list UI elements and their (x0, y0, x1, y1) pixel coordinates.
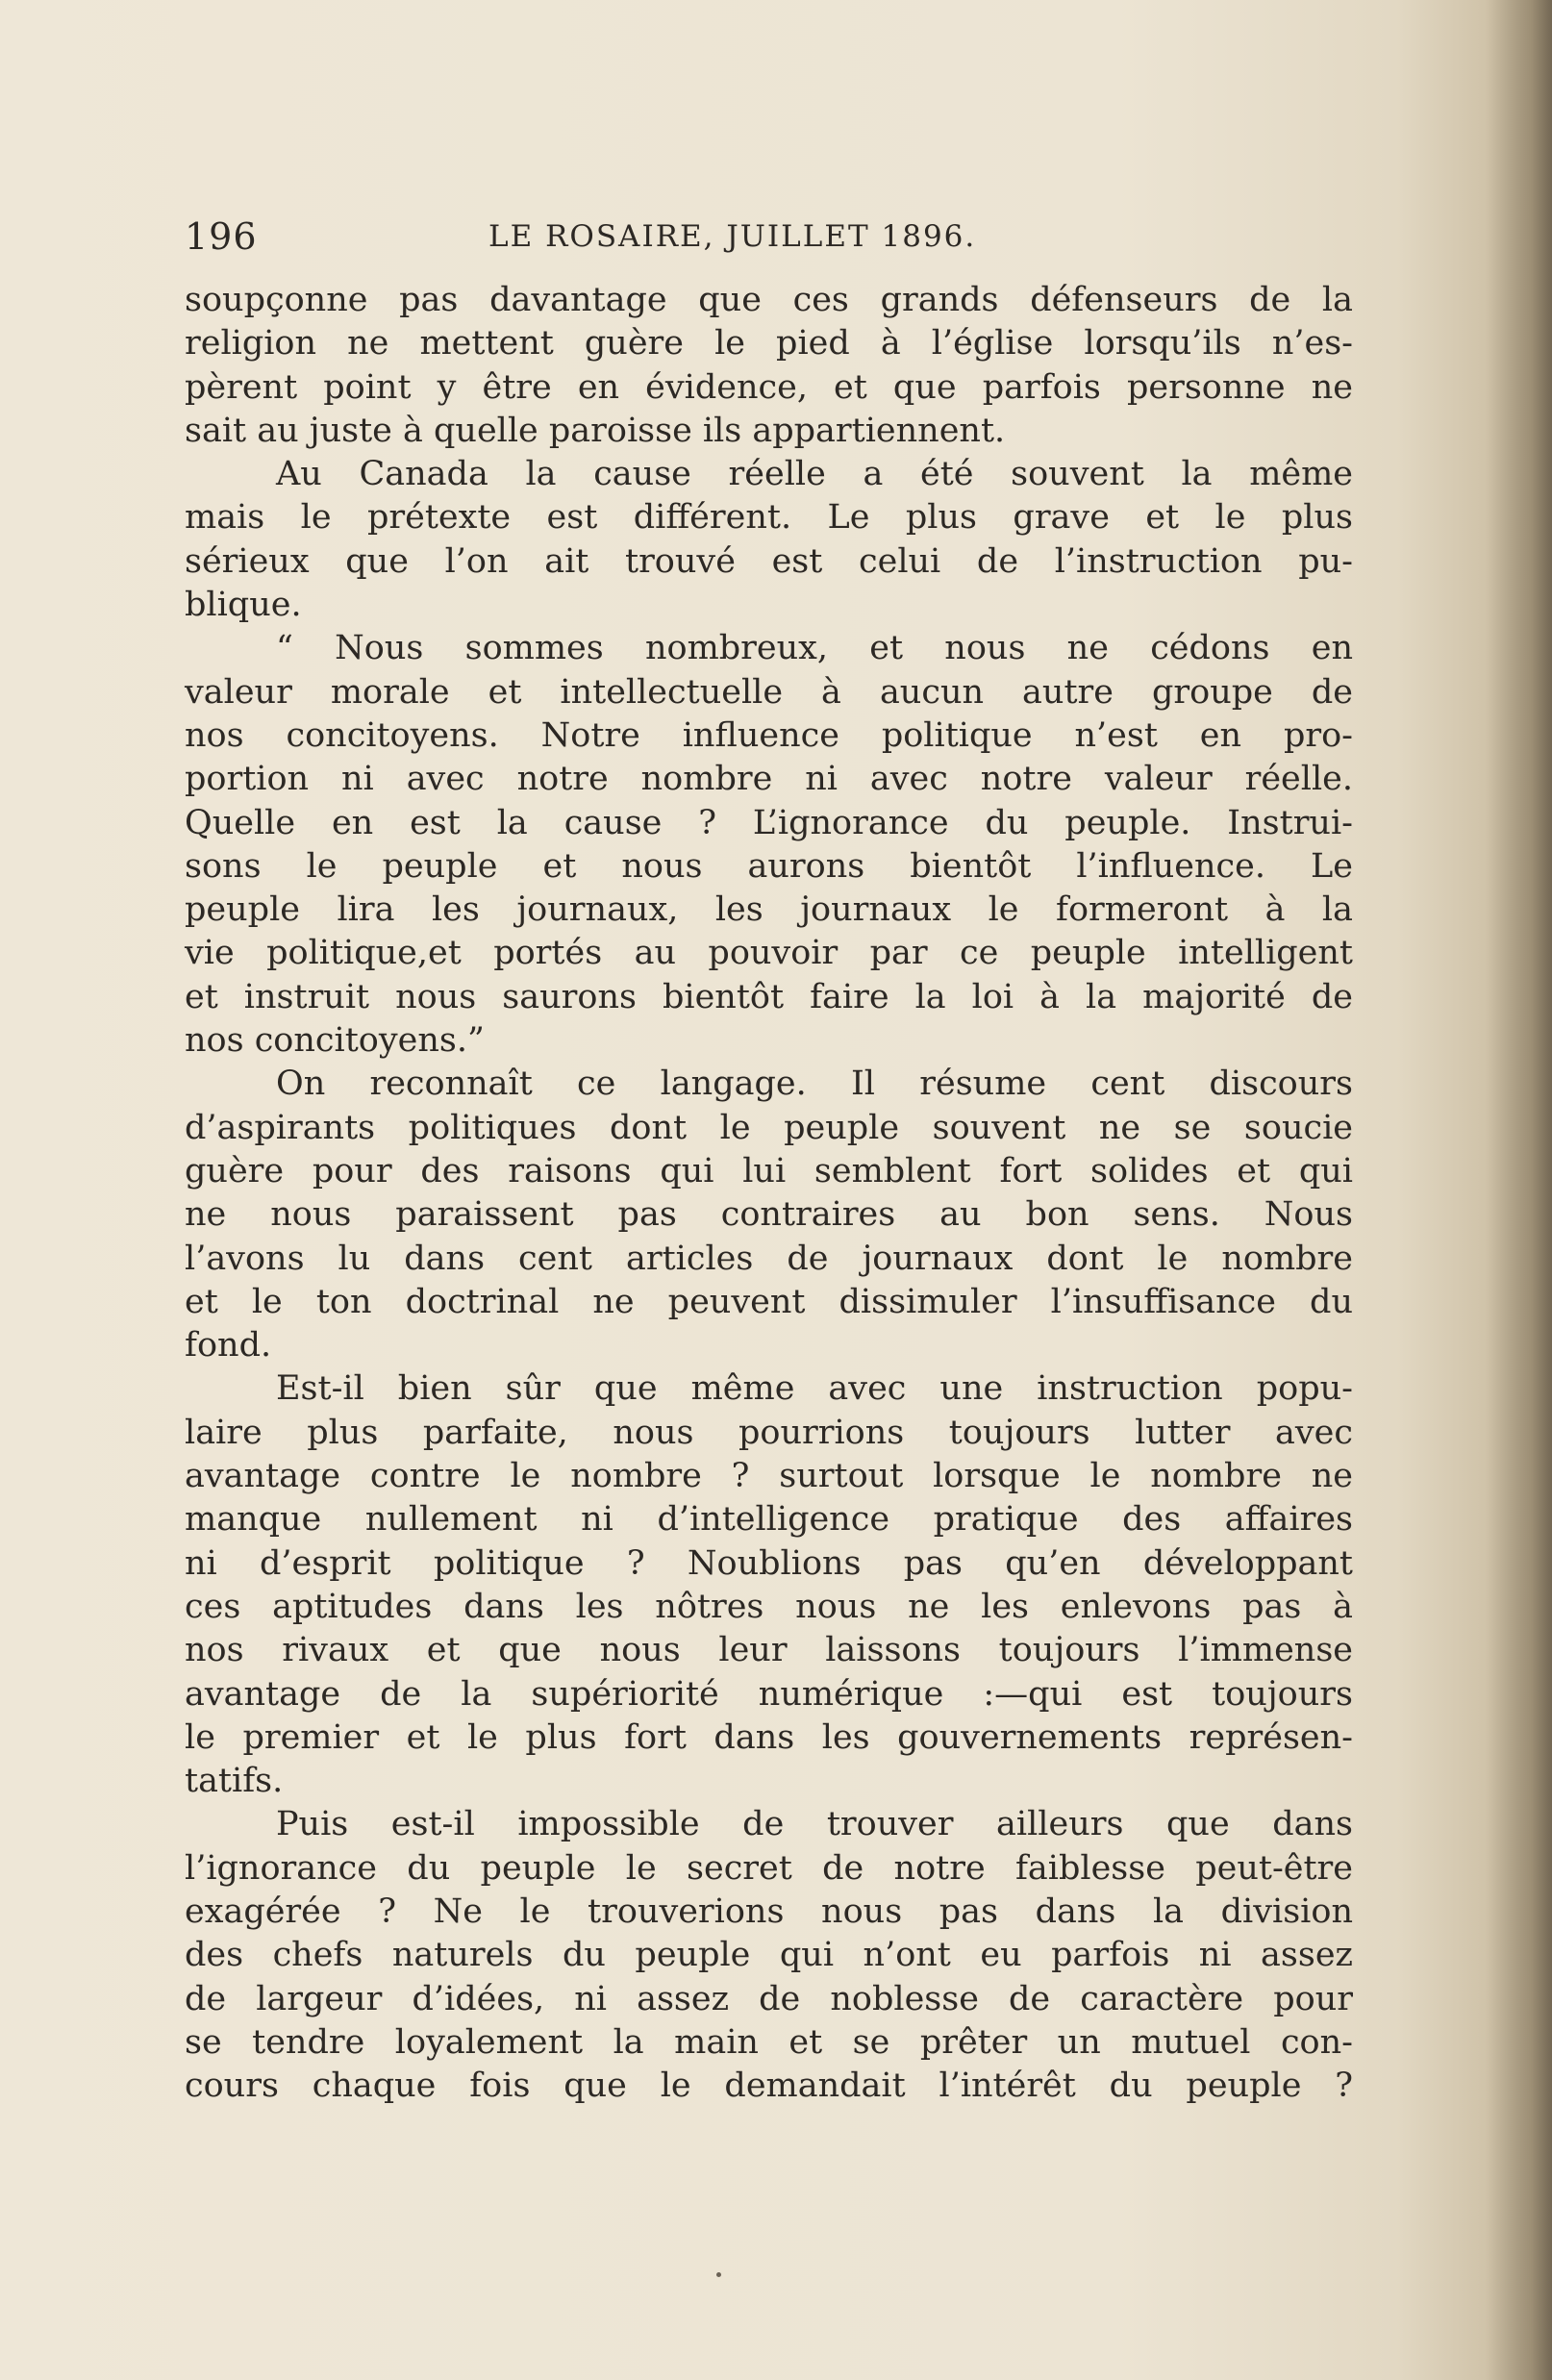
text-line: Est-il bien sûr que même avec une instruction popu- (276, 1369, 1353, 1409)
text-line: Puis est-il impossible de trouver ailleurs que dans (276, 1805, 1353, 1844)
text-line: l’avons lu dans cent articles de journaux dont le nombre (185, 1239, 1353, 1278)
text-line: le premier et le plus fort dans les gouvernements représen- (185, 1717, 1353, 1757)
text-line: de largeur d’idées, ni assez de noblesse de caractère pour (185, 1979, 1353, 2018)
text-line: pèrent point y être en évidence, et que parfois personne ne (185, 367, 1353, 407)
text-line: ne nous paraissent pas contraires au bon sens. Nous (185, 1195, 1353, 1235)
text-line: “ Nous sommes nombreux, et nous ne cédons en (276, 629, 1353, 668)
text-line: vie politique,et portés au pouvoir par ce peuple intelligent (185, 934, 1353, 973)
text-line: avantage de la supériorité numérique :—qui est toujours (185, 1674, 1353, 1714)
text-line: Au Canada la cause réelle a été souvent la même (276, 455, 1353, 494)
body-text (185, 279, 1353, 2108)
text-line: tatifs. (185, 1762, 284, 1801)
text-line: exagérée ? Ne le trouverions nous pas dans la division (185, 1891, 1353, 1931)
text-line: sons le peuple et nous aurons bientôt l’influence. Le (185, 846, 1353, 886)
text-line: nos rivaux et que nous leur laissons toujours l’immense (185, 1631, 1353, 1670)
text-line: ces aptitudes dans les nôtres nous ne les enlevons pas à (185, 1587, 1353, 1626)
text-line: l’ignorance du peuple le secret de notre faiblesse peut-être (185, 1848, 1353, 1888)
text-line: mais le prétexte est différent. Le plus grave et le plus (185, 498, 1353, 538)
text-line: fond. (185, 1326, 272, 1365)
text-line: portion ni avec notre nombre ni avec notre valeur réelle. (185, 760, 1353, 799)
text-line: et le ton doctrinal ne peuvent dissimuler l’insuffisance du (185, 1282, 1353, 1321)
text-line: nos concitoyens.” (185, 1021, 485, 1061)
text-line: soupçonne pas davantage que ces grands défenseurs de la (185, 281, 1353, 319)
text-line: nos concitoyens. Notre influence politique n’est en pro- (185, 715, 1353, 755)
text-line: et instruit nous saurons bientôt faire la loi à la majorité de (185, 977, 1353, 1016)
text-line: laire plus parfaite, nous pourrions toujours lutter avec (185, 1413, 1353, 1452)
text-line: d’aspirants politiques dont le peuple souvent ne se soucie (185, 1108, 1353, 1147)
text-line: sait au juste à quelle paroisse ils appartiennent. (185, 411, 1006, 450)
running-title: LE ROSAIRE, JUILLET 1896. (488, 219, 977, 254)
text-line: cours chaque fois que le demandait l’intérêt du peuple ? (185, 2067, 1353, 2106)
text-line: se tendre loyalement la main et se prêter un mutuel con- (185, 2022, 1353, 2062)
text-line: ni d’esprit politique ? Noublions pas qu’en développant (185, 1543, 1353, 1583)
page-number: 196 (185, 215, 258, 258)
running-header (185, 215, 983, 263)
paper-speck (716, 2272, 721, 2277)
text-line: guère pour des raisons qui lui semblent fort solides et qui (185, 1151, 1353, 1190)
text-line: manque nullement ni d’intelligence pratique des affaires (185, 1500, 1353, 1540)
text-line: avantage contre le nombre ? surtout lorsque le nombre ne (185, 1457, 1353, 1496)
binding-shadow (1485, 0, 1552, 2380)
text-line: valeur morale et intellectuelle à aucun autre groupe de (185, 672, 1353, 712)
text-line: Quelle en est la cause ? L’ignorance du peuple. Instrui- (185, 803, 1353, 842)
text-line: religion ne mettent guère le pied à l’église lorsqu’ils n’es- (185, 324, 1353, 363)
text-line: des chefs naturels du peuple qui n’ont eu parfois ni assez (185, 1936, 1353, 1975)
text-line: blique. (185, 586, 302, 625)
text-line: peuple lira les journaux, les journaux le formeront à la (185, 890, 1353, 930)
text-line: On reconnaît ce langage. Il résume cent discours (276, 1065, 1353, 1104)
text-line: sérieux que l’on ait trouvé est celui de l’instruction pu- (185, 541, 1353, 581)
